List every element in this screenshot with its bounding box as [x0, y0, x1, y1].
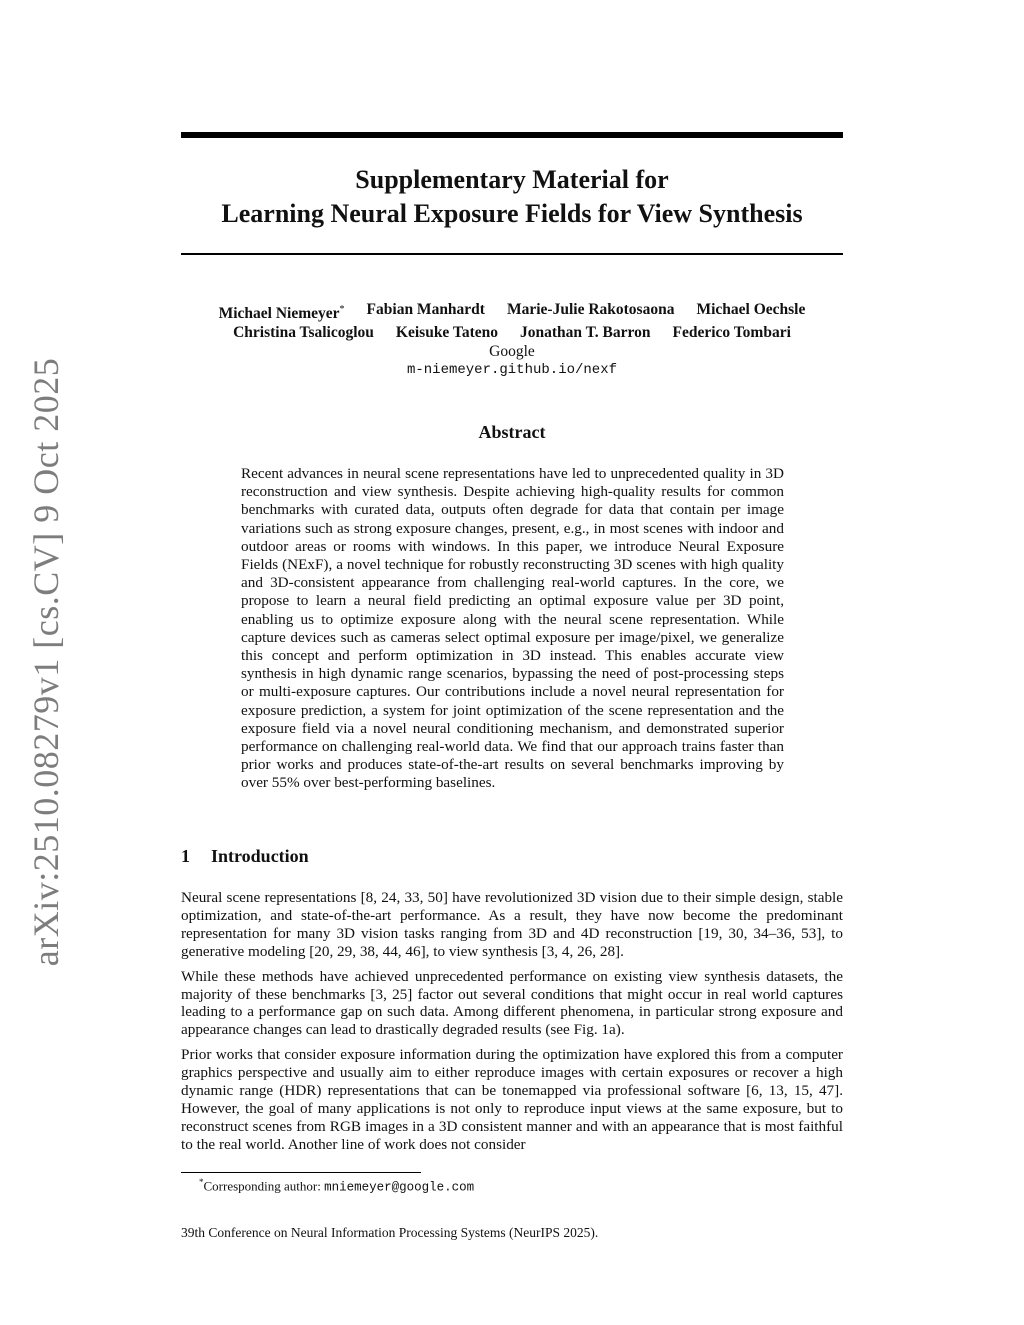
body-paragraph: Prior works that consider exposure information during the optimization have explored this from a computer graphics perspective and usually aim to either reproduce images with certain exposures or recover a high dynamic range (HDR) representations that can be tonemapped via professional software [6, 13, 15, 47]. However, the goal of many applications is not only to reproduce input views at the same exposure, but to reconstruct scenes from RGB images in a 3D consistent manner and with an appearance that is most faithful to the real world. Another line of work does not consider — [181, 1046, 843, 1153]
author-row-1 — [181, 300, 843, 323]
author-row-2 — [181, 323, 843, 342]
abstract-heading: Abstract — [478, 422, 546, 442]
title-top-rule — [181, 132, 843, 138]
arxiv-identifier: arXiv:2510.08279v1 [cs.CV] 9 Oct 2025 — [26, 357, 66, 967]
author-block — [181, 300, 843, 380]
introduction-body — [181, 889, 843, 1161]
corresponding-author-mark: * — [339, 304, 345, 315]
author-name: Michael Oechsle — [696, 301, 806, 318]
title-bottom-rule — [181, 253, 843, 255]
footnote-label: Corresponding author: — [203, 1178, 325, 1194]
author-name: Jonathan T. Barron — [520, 324, 651, 342]
footnote — [199, 1177, 474, 1194]
project-url-link[interactable]: m-niemeyer.github.io/nexf — [406, 362, 618, 379]
abstract-text: Recent advances in neural scene representations have led to unprecedented quality in 3D reconstruction and view synthesis. Despite achieving high-quality results for common benchmarks with curated data, outputs often degrade for data that contain per image variations such as strong exposure changes, present, e.g., in most scenes with indoor and outdoor areas or rooms with windows. In this paper, we introduce Neural Exposure Fields (NExF), a novel technique for robustly reconstructing 3D scenes with high quality and 3D-consistent appearance from challenging real-world captures. In the core, we propose to learn a neural field predicting an optimal exposure value per 3D point, enabling us to optimize exposure along with the neural scene representation. While capture devices such as cameras select optimal exposure per image/pixel, we generalize this concept and perform optimization in 3D instead. This enables accurate view synthesis in high dynamic range scenarios, bypassing the need of post-processing steps or multi-exposure captures. Our contributions include a novel neural representation for exposure prediction, a system for joint optimization of the scene representation and the exposure field via a novel neural conditioning mechanism, and demonstrated superior performance on challenging real-world data. We find that our approach trains faster than prior works and produces state-of-the-art results on several benchmarks improving by over 55% over best-performing baselines. — [241, 465, 784, 792]
corresponding-email-link[interactable]: mniemeyer@google.com — [324, 1180, 475, 1195]
footnote-mark: * — [199, 1177, 204, 1187]
section-number: 1 — [181, 846, 190, 866]
author-name: Keisuke Tateno — [395, 324, 498, 342]
author-name: Federico Tombari — [672, 324, 791, 342]
paper-title — [181, 163, 843, 231]
title-line-2: Learning Neural Exposure Fields for View Synthesis — [221, 199, 803, 228]
section-heading — [181, 846, 309, 867]
affiliation: Google — [489, 343, 535, 361]
section-title: Introduction — [211, 846, 309, 866]
title-line-1: Supplementary Material for — [355, 165, 669, 194]
author-name: Marie-Julie Rakotosaona — [506, 301, 675, 318]
body-paragraph: While these methods have achieved unprecedented performance on existing view synthesis datasets, the majority of these benchmarks [3, 25] factor out several conditions that might occur in real world captures leading to a performance gap on such data. Among different phenomena, in particular strong exposure and appearance changes can lead to drastically degraded results (see Fig. 1a). — [181, 967, 843, 1039]
footnote-rule — [181, 1172, 421, 1173]
author-name: Michael Niemeyer* — [218, 304, 345, 323]
conference-note: 39th Conference on Neural Information Processing Systems (NeurIPS 2025). — [181, 1225, 599, 1240]
body-paragraph: Neural scene representations [8, 24, 33, 50] have revolutionized 3D vision due to their simple design, stable optimization, and state-of-the-art performance. As a result, they have now become the predominant representation for many 3D vision tasks ranging from 3D and 4D reconstruction [19, 30, 34–36, 53], to generative modeling [20, 29, 38, 44, 46], to view synthesis [3, 4, 26, 28]. — [181, 889, 843, 960]
author-name: Fabian Manhardt — [366, 301, 485, 318]
author-name: Christina Tsalicoglou — [233, 324, 374, 342]
